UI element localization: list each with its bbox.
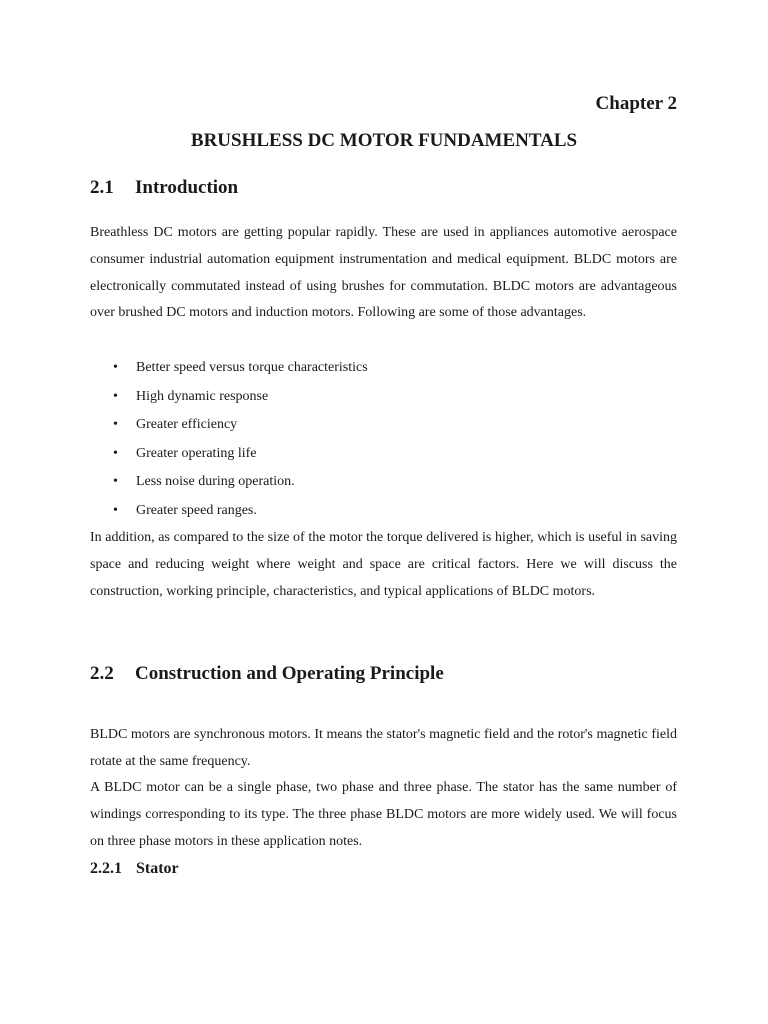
intro-paragraph-1: Breathless DC motors are getting popular rapidly. These are used in appliances automotive aerospace consumer industrial automation equipment instrumentation and medical equipment. BLDC motors are electronically commutated instead of using brushes for commutation. BLDC motors are advantageous over brushed DC motors and induction motors. Following are some of those advantages. [90, 225, 677, 321]
advantages-list [90, 354, 677, 526]
bullet-icon: • [113, 417, 118, 433]
bullet-icon: • [113, 360, 118, 375]
section-number: 2.2 [90, 663, 114, 684]
section-title: Introduction [135, 177, 239, 198]
bullet-icon: • [113, 502, 118, 518]
bullet-icon: • [113, 474, 118, 490]
construction-paragraph-1: BLDC motors are synchronous motors. It means the stator's magnetic field and the rotor's magnetic field rotate at the same frequency. [90, 727, 677, 769]
bullet-icon: • [113, 388, 118, 404]
subsection-title: Stator [136, 860, 179, 877]
list-item-text: Greater speed ranges. [136, 502, 257, 518]
list-item [90, 354, 677, 383]
list-item [90, 411, 677, 440]
list-item [90, 383, 677, 412]
section-heading-introduction [90, 177, 238, 199]
chapter-label: Chapter 2 [595, 93, 677, 114]
list-item [90, 497, 677, 526]
subsection-heading-stator [90, 860, 179, 878]
list-item-text: Greater operating life [136, 445, 257, 461]
intro-paragraph-2: In addition, as compared to the size of the motor the torque delivered is higher, which is useful in saving space and reducing weight where weight and space are critical factors. Here we will discuss the construction, working principle, characteristics, and typical applications of BLDC motors. [90, 530, 677, 599]
construction-paragraph-2: A BLDC motor can be a single phase, two phase and three phase. The stator has the same number of windings corresponding to its type. The three phase BLDC motors are more widely used. We will focus on three phase motors in these application notes. [90, 780, 677, 849]
list-item [90, 440, 677, 469]
list-item-text: Less noise during operation. [136, 474, 295, 490]
subsection-number: 2.2.1 [90, 860, 122, 877]
bullet-icon: • [113, 445, 118, 461]
section-heading-construction [90, 663, 444, 685]
list-item-text: High dynamic response [136, 388, 269, 404]
section-number: 2.1 [90, 177, 114, 198]
section-title: Construction and Operating Principle [135, 663, 444, 684]
list-item-text: Better speed versus torque characteristics [136, 360, 368, 375]
chapter-title: BRUSHLESS DC MOTOR FUNDAMENTALS [190, 130, 578, 151]
list-item [90, 468, 677, 497]
list-item-text: Greater efficiency [136, 417, 238, 433]
